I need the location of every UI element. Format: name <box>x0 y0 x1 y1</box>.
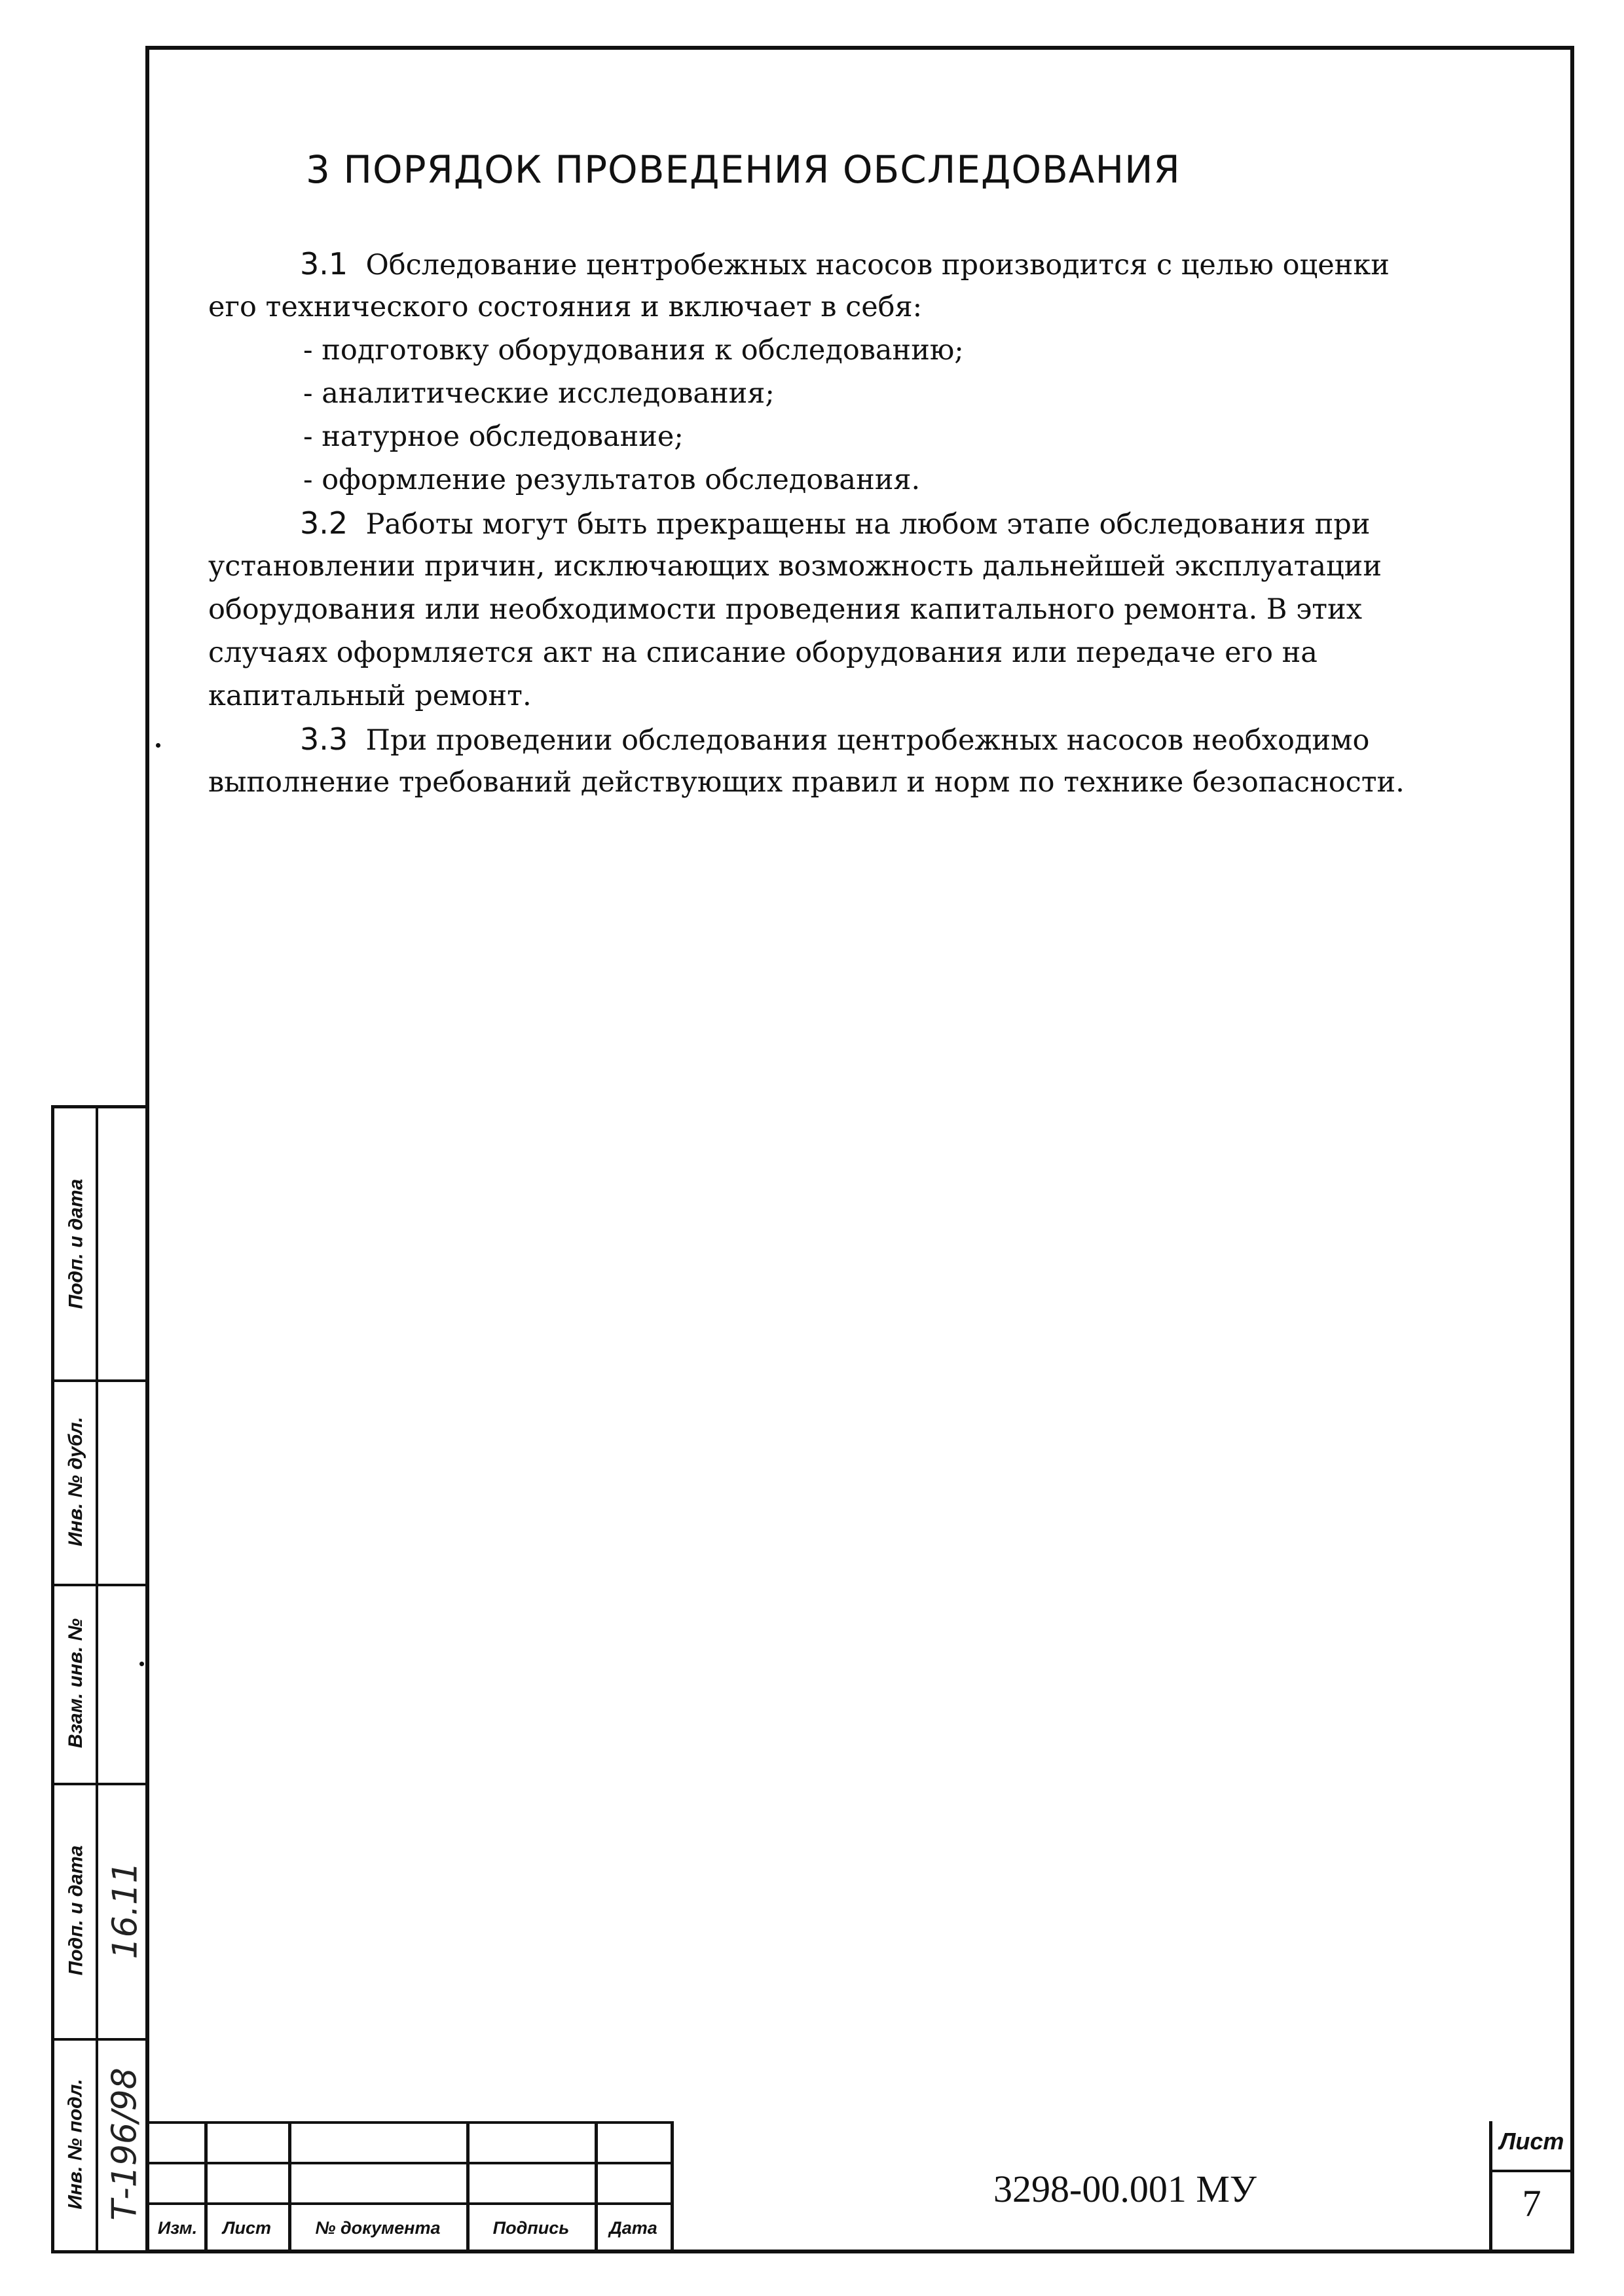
sheet-label: Лист <box>1499 2128 1564 2155</box>
paragraph-3-3-line-1 <box>208 718 1452 761</box>
stamp-label-orig-inv: Инв. № подл. <box>65 2079 86 2210</box>
paragraph-3-3-line-2: выполнение требований действующих правил и норм по технике безопасности. <box>208 766 1405 799</box>
paragraph-number: 3.1 <box>300 246 348 282</box>
stamp-label-sign-date-1: Подп. и дата <box>65 1178 87 1309</box>
column-label-signature: Подпись <box>492 2218 570 2238</box>
scan-dot <box>156 743 160 748</box>
paragraph-number: 3.2 <box>300 505 348 541</box>
stamp-divider <box>96 1108 98 2250</box>
paragraph-3-2-line-4: случаях оформляется акт на списание оборудования или передаче его на <box>208 636 1318 669</box>
document-code: 3298-00.001 МУ <box>993 2168 1257 2210</box>
column-label-date: Дата <box>609 2218 657 2238</box>
title-block-line <box>671 2121 674 2250</box>
column-label-sheet: Лист <box>222 2218 272 2238</box>
handwritten-inventory-number: Т-196/98 <box>105 2068 145 2221</box>
list-item: - подготовку оборудования к обследованию; <box>303 334 964 367</box>
paragraph-text: При проведении обследования центробежных насосов необходимо <box>365 724 1370 757</box>
paragraph-3-2-line-2: установлении причин, исключающих возможность дальнейшей эксплуатации <box>208 550 1382 583</box>
title-block-line <box>1489 2121 1492 2250</box>
list-item: - аналитические исследования; <box>303 377 775 410</box>
title-block <box>149 2121 1570 2250</box>
paragraph-number: 3.3 <box>300 721 348 757</box>
paragraph-3-1-line-2: его технического состояния и включает в себя: <box>208 291 923 323</box>
stamp-label-dup-inv: Инв. № дубл. <box>65 1417 87 1546</box>
stamp-label-replace-inv: Взам. инв. № <box>65 1618 87 1749</box>
section-heading: 3 ПОРЯДОК ПРОВЕДЕНИЯ ОБСЛЕДОВАНИЯ <box>306 147 1181 192</box>
paragraph-3-2-line-3: оборудования или необходимости проведения капитального ремонта. В этих <box>208 593 1362 626</box>
sheet-number: 7 <box>1522 2182 1541 2225</box>
section-body <box>208 242 1452 804</box>
column-label-change: Изм. <box>157 2218 198 2238</box>
list-item: - оформление результатов обследования. <box>303 464 921 496</box>
handwritten-signature-date: 16.11 <box>105 1861 145 1959</box>
paragraph-text: Обследование центробежных насосов производится с целью оценки <box>365 249 1390 282</box>
paragraph-3-2-line-1 <box>208 501 1452 545</box>
stamp-label-sign-date-2: Подп. и дата <box>65 1845 87 1976</box>
paragraph-text: Работы могут быть прекращены на любом этапе обследования при <box>365 508 1371 541</box>
paragraph-3-1-line-1 <box>208 242 1452 285</box>
column-label-document: № документа <box>315 2218 441 2238</box>
side-stamp <box>51 1105 149 2253</box>
paragraph-3-2-line-5: капитальный ремонт. <box>208 680 532 712</box>
list-item: - натурное обследование; <box>303 420 684 453</box>
title-block-line <box>1490 2170 1570 2172</box>
